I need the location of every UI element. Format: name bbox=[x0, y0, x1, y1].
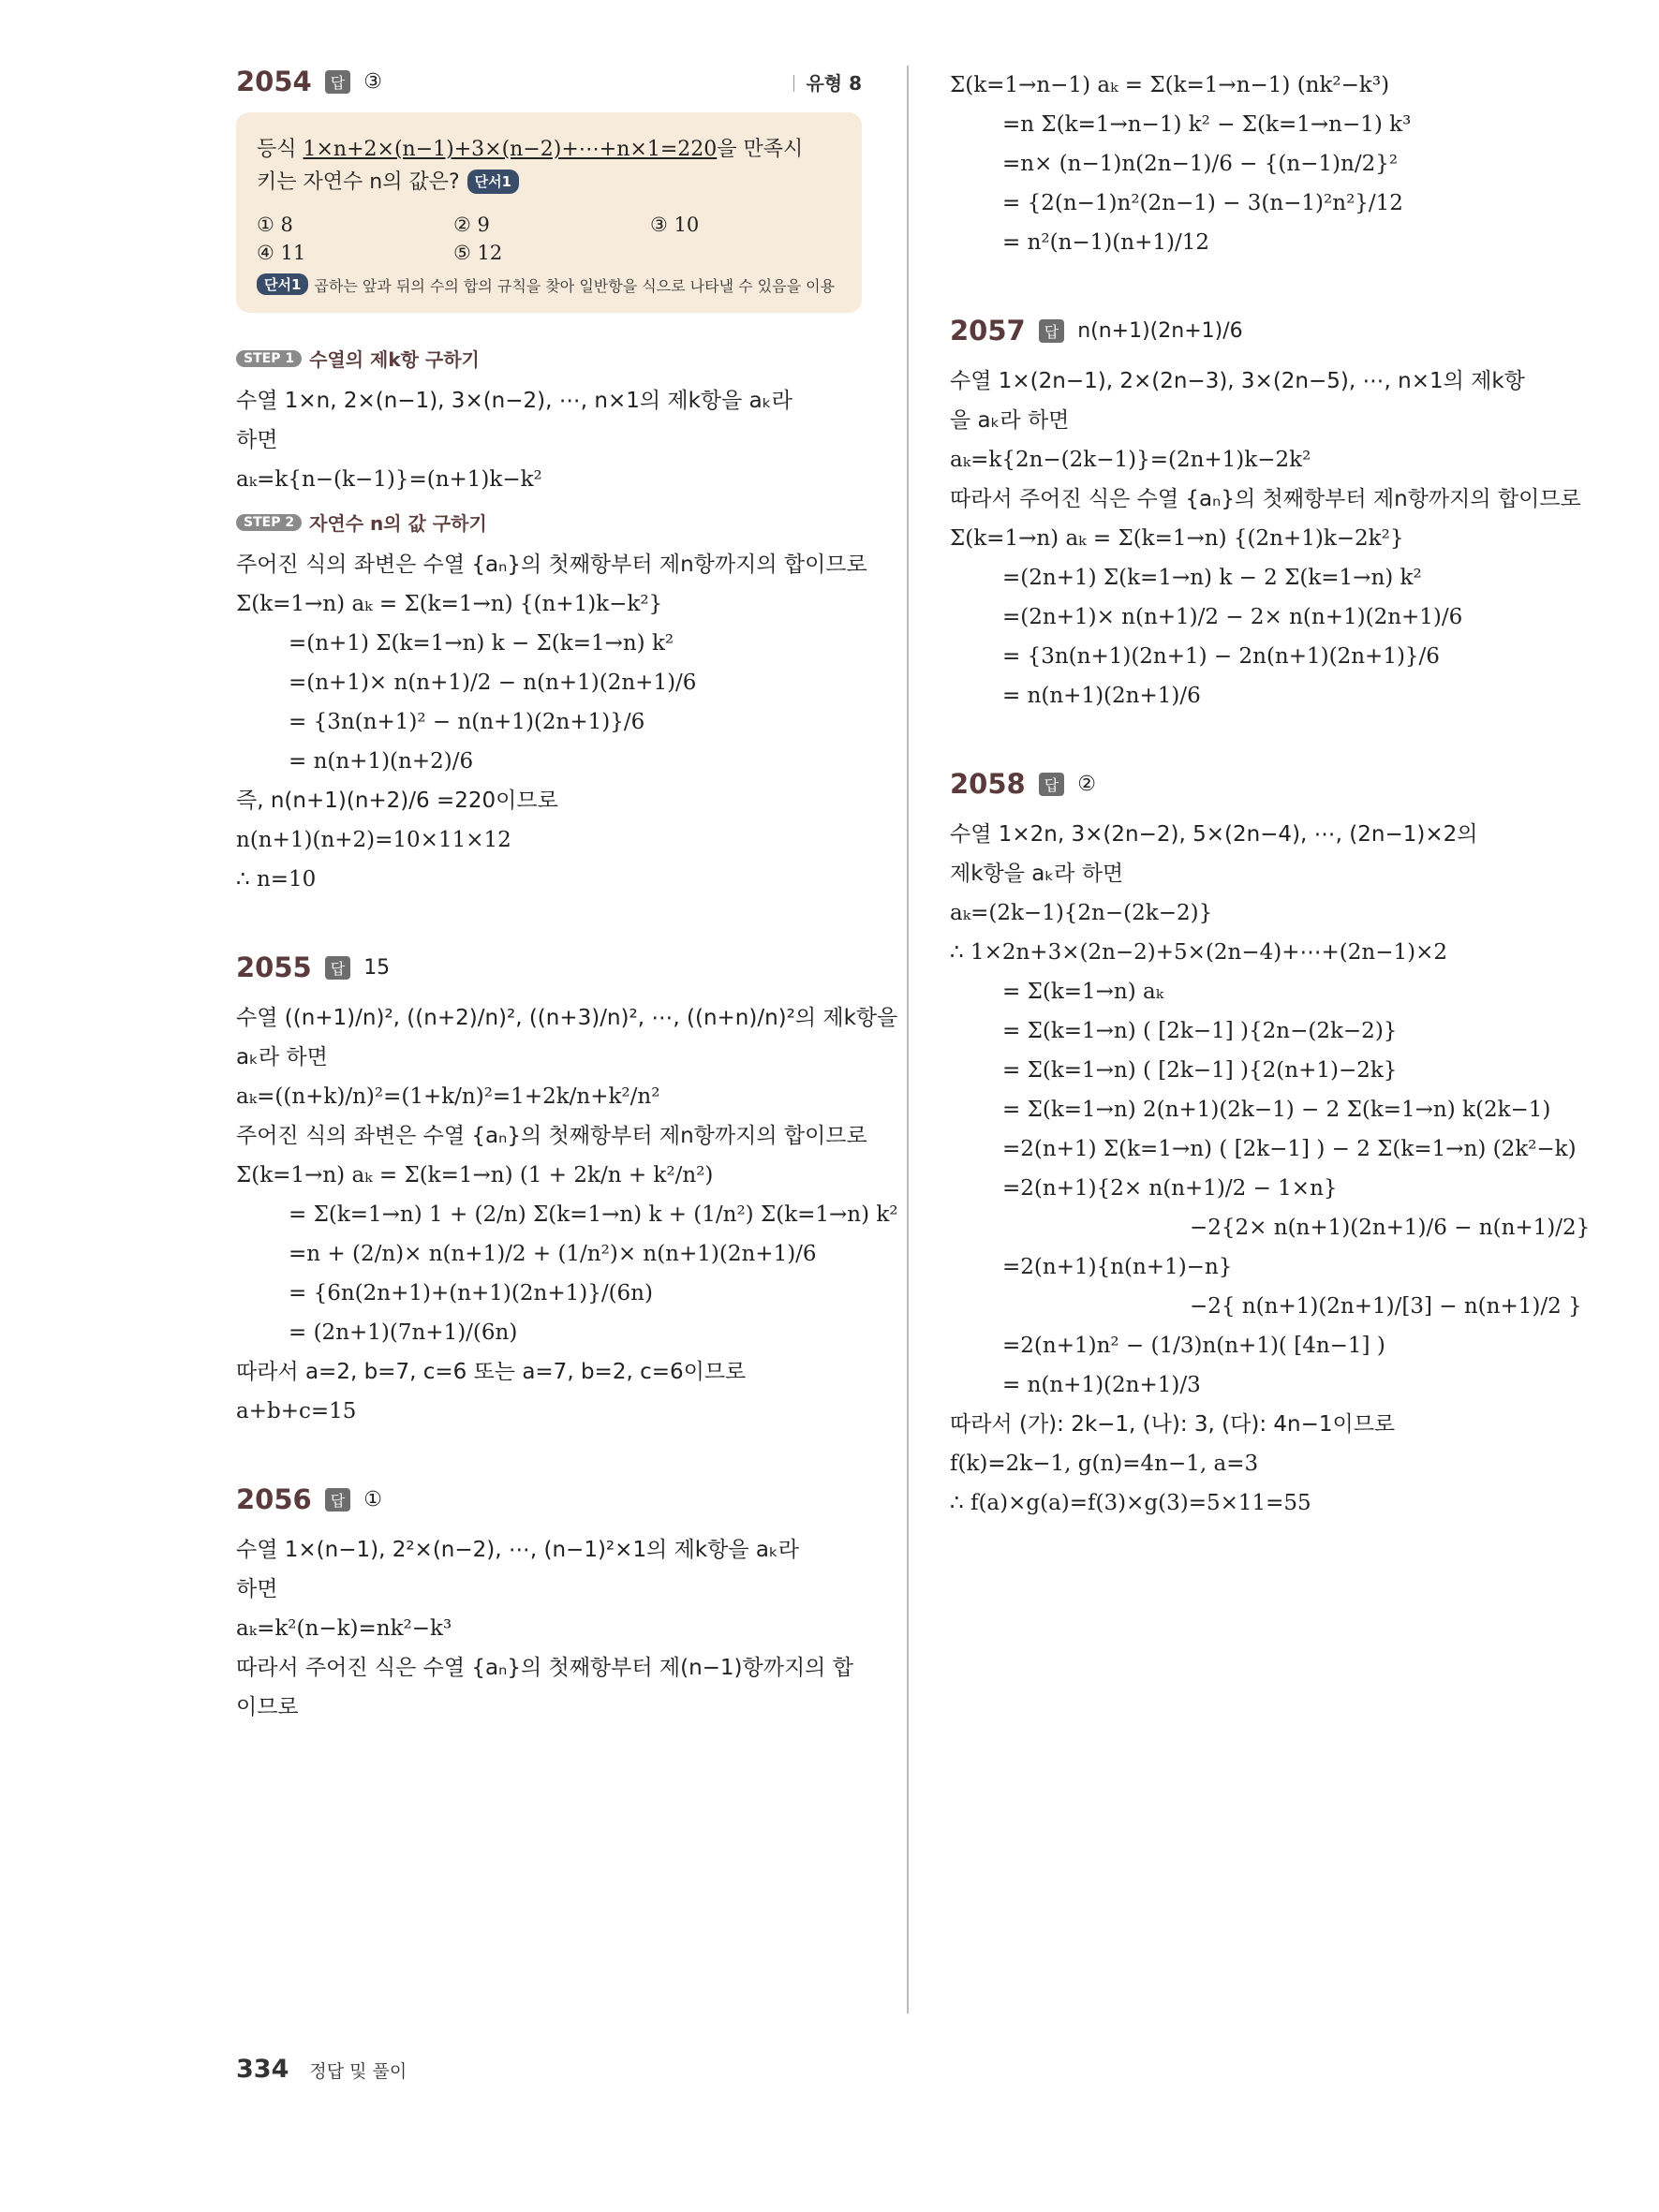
left-column bbox=[236, 66, 898, 1727]
problem-number: 2056 bbox=[236, 1483, 312, 1516]
solution-line: ∴ f(a)×g(a)=f(3)×g(3)=5×11=55 bbox=[950, 1491, 1311, 1515]
solution-line: = (2n+1)(7n+1)/(6n) bbox=[289, 1320, 518, 1346]
answer-badge: 답 bbox=[1039, 773, 1064, 796]
solution-line: =2(n+1){2× n(n+1)/2 − 1×n} bbox=[1002, 1176, 1338, 1201]
solution-line: 즉, n(n+1)(n+2)/6 =220이므로 bbox=[236, 789, 558, 814]
solution-line: −2{ n(n+1)(2n+1)/[3] − n(n+1)/2 } bbox=[1190, 1294, 1582, 1319]
solution-line: aₖ라 하면 bbox=[236, 1045, 328, 1070]
solution-line: ∴ n=10 bbox=[236, 867, 317, 892]
solution-line: n(n+1)(n+2)=10×11×12 bbox=[236, 828, 511, 853]
solution-line: = Σ(k=1→n) 2(n+1)(2k−1) − 2 Σ(k=1→n) k(2k−1) bbox=[1002, 1098, 1551, 1122]
step-badge: STEP 2 bbox=[236, 514, 302, 531]
solution-line: =2(n+1) Σ(k=1→n) ( [2k−1] ) − 2 Σ(k=1→n) (2k²−k) bbox=[1002, 1137, 1577, 1161]
answer-value: ① bbox=[363, 1487, 382, 1512]
solution-line: aₖ=(2k−1){2n−(2k−2)} bbox=[950, 901, 1213, 925]
solution-line: ∴ 1×2n+3×(2n−2)+5×(2n−4)+⋯+(2n−1)×2 bbox=[950, 940, 1447, 965]
hint-label: 단서1 bbox=[257, 273, 308, 295]
problem-header-2057 bbox=[950, 315, 1576, 347]
solution-line: = n(n+1)(2n+1)/6 bbox=[1002, 684, 1201, 708]
solution-line: 주어진 식의 좌변은 수열 {aₙ}의 첫째항부터 제n항까지의 합이므로 bbox=[236, 1124, 867, 1149]
choice: ④ 11 bbox=[257, 242, 306, 265]
solution-line: =(n+1)× n(n+1)/2 − n(n+1)(2n+1)/6 bbox=[289, 671, 697, 696]
solution-line: Σ(k=1→n−1) aₖ = Σ(k=1→n−1) (nk²−k³) bbox=[950, 73, 1390, 97]
solution-line: =n× (n−1)n(2n−1)/6 − {(n−1)n/2}² bbox=[1002, 152, 1399, 176]
solution-line: aₖ=((n+k)/n)²=(1+k/n)²=1+2k/n+k²/n² bbox=[236, 1084, 660, 1110]
step-1 bbox=[236, 345, 862, 372]
solution-line: 이므로 bbox=[236, 1695, 299, 1720]
choices bbox=[257, 214, 841, 264]
problem-number: 2054 bbox=[236, 66, 312, 97]
solution-line: =n + (2/n)× n(n+1)/2 + (1/n²)× n(n+1)(2n+1)/6 bbox=[289, 1242, 817, 1267]
solution-line: 수열 1×n, 2×(n−1), 3×(n−2), ⋯, n×1의 제k항을 aₖ라 bbox=[236, 389, 792, 414]
problem-header-2055 bbox=[236, 951, 862, 983]
step-title: 자연수 n의 값 구하기 bbox=[309, 512, 487, 536]
solution-line: 주어진 식의 좌변은 수열 {aₙ}의 첫째항부터 제n항까지의 합이므로 bbox=[236, 553, 867, 578]
solution-line: = n(n+1)(n+2)/6 bbox=[289, 749, 474, 774]
solution-line: a+b+c=15 bbox=[236, 1399, 357, 1424]
problem-number: 2055 bbox=[236, 951, 312, 984]
solution-line: =(2n+1)× n(n+1)/2 − 2× n(n+1)(2n+1)/6 bbox=[1002, 605, 1463, 629]
right-column bbox=[950, 66, 1591, 1523]
solution-line: 따라서 (가): 2k−1, (나): 3, (다): 4n−1이므로 bbox=[950, 1412, 1396, 1437]
solution-line: Σ(k=1→n) aₖ = Σ(k=1→n) (1 + 2k/n + k²/n²) bbox=[236, 1163, 714, 1188]
solution-line: =2(n+1){n(n+1)−n} bbox=[1002, 1255, 1233, 1279]
solution-line: 따라서 주어진 식은 수열 {aₙ}의 첫째항부터 제n항까지의 합이므로 bbox=[950, 487, 1581, 511]
solution-line: = Σ(k=1→n) 1 + (2/n) Σ(k=1→n) k + (1/n²) Σ(k=1→n) k² bbox=[289, 1202, 898, 1228]
solution-line: Σ(k=1→n) aₖ = Σ(k=1→n) {(2n+1)k−2k²} bbox=[950, 526, 1404, 551]
answer-value: ② bbox=[1077, 772, 1096, 796]
problem-header-2054 bbox=[236, 66, 862, 97]
solution-line: = n²(n−1)(n+1)/12 bbox=[1002, 230, 1209, 255]
problem-header-2056 bbox=[236, 1483, 862, 1515]
solution-line: aₖ=k²(n−k)=nk²−k³ bbox=[236, 1616, 452, 1642]
step-title: 수열의 제k항 구하기 bbox=[309, 348, 480, 372]
problem-number: 2057 bbox=[950, 315, 1026, 347]
answer-value: ③ bbox=[363, 69, 382, 94]
solution-line: 수열 1×2n, 3×(2n−2), 5×(2n−4), ⋯, (2n−1)×2의 bbox=[950, 822, 1478, 847]
problem-number: 2058 bbox=[950, 768, 1026, 800]
solution-line: f(k)=2k−1, g(n)=4n−1, a=3 bbox=[950, 1452, 1259, 1476]
solution-line: =(n+1) Σ(k=1→n) k − Σ(k=1→n) k² bbox=[289, 631, 674, 656]
choice: ③ 10 bbox=[650, 214, 700, 237]
solution-line: 수열 1×(2n−1), 2×(2n−3), 3×(2n−5), ⋯, n×1의 제k항 bbox=[950, 369, 1525, 393]
solution-line: = {6n(2n+1)+(n+1)(2n+1)}/(6n) bbox=[289, 1281, 653, 1306]
hint-badge: 단서1 bbox=[467, 170, 519, 194]
question-text-part: 키는 자연수 n의 값은? bbox=[257, 170, 460, 195]
solution-line: 따라서 주어진 식은 수열 {aₙ}의 첫째항부터 제(n−1)항까지의 합 bbox=[236, 1656, 853, 1681]
solution-line: 을 aₖ라 하면 bbox=[950, 408, 1070, 433]
question-box bbox=[236, 112, 862, 313]
solution-line: 수열 ((n+1)/n)², ((n+2)/n)², ((n+3)/n)², ⋯, ((n+n)/n)²의 제k항을 bbox=[236, 1006, 898, 1031]
answer-badge: 답 bbox=[1039, 319, 1064, 343]
solution-line: =n Σ(k=1→n−1) k² − Σ(k=1→n−1) k³ bbox=[1002, 112, 1412, 137]
solution-line: = {2(n−1)n²(2n−1) − 3(n−1)²n²}/12 bbox=[1002, 191, 1403, 215]
step-2 bbox=[236, 509, 862, 536]
question-equation: 1×n+2×(n−1)+3×(n−2)+⋯+n×1=220 bbox=[303, 138, 718, 161]
solution-line: 수열 1×(n−1), 2²×(n−2), ⋯, (n−1)²×1의 제k항을 aₖ라 bbox=[236, 1538, 799, 1563]
step-badge: STEP 1 bbox=[236, 350, 302, 367]
answer-badge: 답 bbox=[325, 1488, 350, 1512]
answer-badge: 답 bbox=[325, 70, 350, 94]
choice: ① 8 bbox=[257, 214, 293, 237]
solution-line: = {3n(n+1)² − n(n+1)(2n+1)}/6 bbox=[289, 710, 645, 735]
solution-line: −2{2× n(n+1)(2n+1)/6 − n(n+1)/2} bbox=[1190, 1216, 1591, 1240]
problem-header-2058 bbox=[950, 768, 1576, 800]
solution-line: 하면 bbox=[236, 428, 278, 453]
hint-text: 곱하는 앞과 뒤의 수의 합의 규칙을 찾아 일반항을 식으로 나타낼 수 있음을 이용 bbox=[314, 277, 836, 296]
page-number: 334 bbox=[236, 2055, 289, 2084]
solution-line: aₖ=k{n−(k−1)}=(n+1)k−k² bbox=[236, 467, 542, 493]
solution-line: aₖ=k{2n−(2k−1)}=(2n+1)k−2k² bbox=[950, 448, 1311, 472]
answer-value: 15 bbox=[363, 955, 391, 980]
question-text bbox=[257, 133, 841, 199]
answer-value: n(n+1)(2n+1)/6 bbox=[1077, 318, 1243, 343]
solution-line: 따라서 a=2, b=7, c=6 또는 a=7, b=2, c=6이므로 bbox=[236, 1360, 747, 1385]
solution-line: 제k항을 aₖ라 하면 bbox=[950, 862, 1124, 886]
solution-line: = Σ(k=1→n) ( [2k−1] ){2n−(2k−2)} bbox=[1002, 1019, 1398, 1043]
footer-title: 정답 및 풀이 bbox=[309, 2061, 407, 2082]
solution-line: =(2n+1) Σ(k=1→n) k − 2 Σ(k=1→n) k² bbox=[1002, 566, 1422, 590]
answer-badge: 답 bbox=[325, 956, 350, 980]
choice: ② 9 bbox=[453, 214, 490, 237]
solution-line: 하면 bbox=[236, 1577, 278, 1602]
solution-line: = n(n+1)(2n+1)/3 bbox=[1002, 1373, 1201, 1397]
choice: ⑤ 12 bbox=[453, 242, 503, 265]
page-footer bbox=[236, 2055, 407, 2084]
solution-line: =2(n+1)n² − (1/3)n(n+1)( [4n−1] ) bbox=[1002, 1334, 1385, 1358]
column-divider bbox=[907, 66, 909, 2013]
question-text-part: 을 만족시 bbox=[717, 138, 804, 161]
hint-line bbox=[257, 273, 841, 296]
solution-line: = Σ(k=1→n) aₖ bbox=[1002, 980, 1164, 1004]
solution-line: = {3n(n+1)(2n+1) − 2n(n+1)(2n+1)}/6 bbox=[1002, 644, 1440, 669]
solution-line: Σ(k=1→n) aₖ = Σ(k=1→n) {(n+1)k−k²} bbox=[236, 592, 663, 617]
solution-line: = Σ(k=1→n) ( [2k−1] ){2(n+1)−2k} bbox=[1002, 1058, 1398, 1083]
question-text-part: 등식 bbox=[257, 138, 304, 161]
type-tag: 유형 8 bbox=[793, 68, 862, 96]
